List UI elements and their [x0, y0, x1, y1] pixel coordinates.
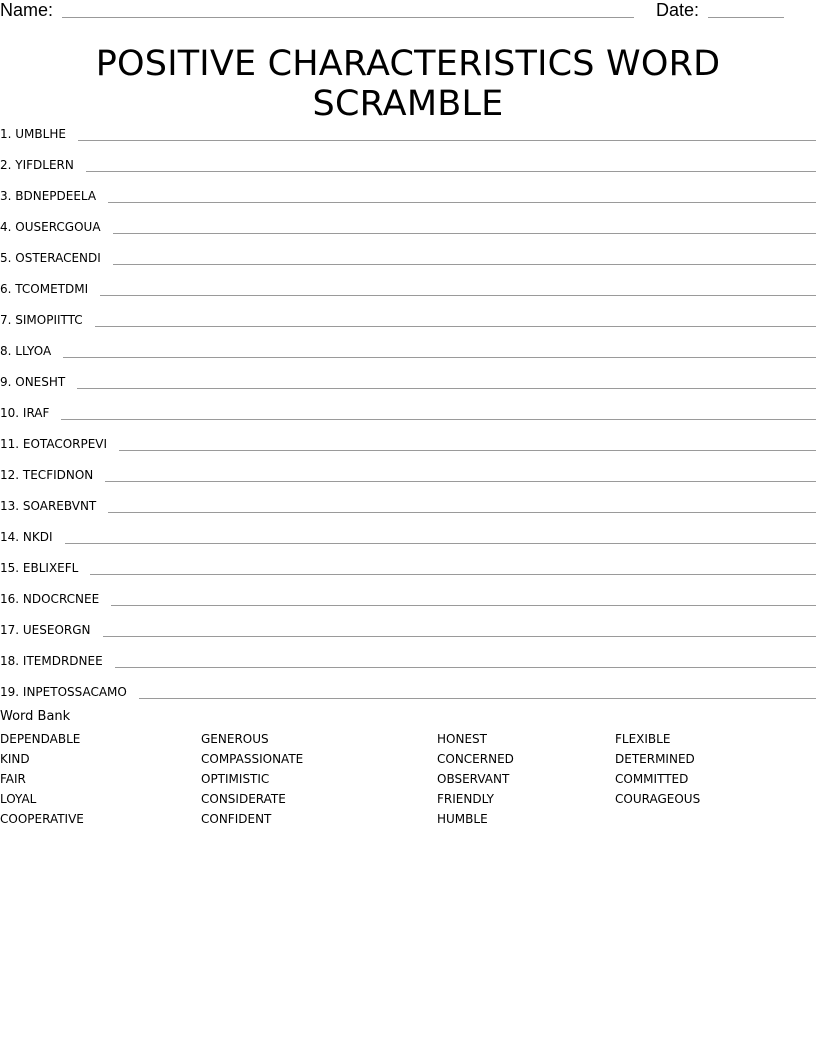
word-bank-column — [201, 729, 303, 829]
scrambled-word: 3. BDNEPDEELA — [0, 189, 97, 203]
scrambled-word: 14. NKDI — [0, 530, 53, 544]
puzzle-row — [0, 360, 816, 391]
word-bank-column — [437, 729, 514, 829]
word-bank-item: OBSERVANT — [437, 772, 510, 786]
puzzle-row — [0, 515, 816, 546]
scrambled-word: 17. UESEORGN — [0, 623, 91, 637]
word-bank-item: COMMITTED — [615, 772, 689, 786]
word-bank-item: CONFIDENT — [201, 812, 272, 826]
puzzle-row — [0, 577, 816, 608]
puzzle-row — [0, 422, 816, 453]
word-bank-item: COMPASSIONATE — [201, 752, 304, 766]
puzzle-row — [0, 639, 816, 670]
puzzle-row — [0, 391, 816, 422]
answer-line[interactable] — [100, 279, 816, 296]
answer-line[interactable] — [77, 372, 816, 389]
word-bank-item: CONSIDERATE — [201, 792, 286, 806]
puzzle-row — [0, 484, 816, 515]
answer-line[interactable] — [105, 465, 816, 482]
scrambled-word: 13. SOAREBVNT — [0, 499, 97, 513]
answer-line[interactable] — [95, 310, 816, 327]
puzzle-row — [0, 143, 816, 174]
puzzle-row — [0, 236, 816, 267]
answer-line[interactable] — [103, 620, 816, 637]
scrambled-word: 9. ONESHT — [0, 375, 66, 389]
word-bank-item: COURAGEOUS — [615, 792, 701, 806]
scrambled-word: 2. YIFDLERN — [0, 158, 74, 172]
answer-line[interactable] — [108, 496, 816, 513]
puzzle-row — [0, 608, 816, 639]
word-bank-title: Word Bank — [0, 709, 71, 724]
scrambled-word: 1. UMBLHE — [0, 127, 66, 141]
answer-line[interactable] — [113, 248, 816, 265]
answer-line[interactable] — [111, 589, 816, 606]
puzzle-row — [0, 205, 816, 236]
answer-line[interactable] — [63, 341, 816, 358]
word-bank-columns — [0, 729, 816, 829]
word-bank-item: OPTIMISTIC — [201, 772, 270, 786]
answer-line[interactable] — [86, 155, 816, 172]
puzzle-row — [0, 329, 816, 360]
scrambled-word: 15. EBLIXEFL — [0, 561, 79, 575]
page-title: POSITIVE CHARACTERISTICS WORD SCRAMBLE — [95, 44, 721, 124]
answer-line[interactable] — [113, 217, 816, 234]
word-bank-item: CONCERNED — [437, 752, 514, 766]
puzzle-row — [0, 670, 816, 701]
word-bank-item: FAIR — [0, 772, 26, 786]
word-bank-item: DEPENDABLE — [0, 732, 81, 746]
answer-line[interactable] — [115, 651, 816, 668]
puzzle-row — [0, 267, 816, 298]
word-bank-column — [0, 729, 84, 829]
scrambled-word: 7. SIMOPIITTC — [0, 313, 83, 327]
scrambled-word: 12. TECFIDNON — [0, 468, 94, 482]
scrambled-word: 6. TCOMETDMI — [0, 282, 89, 296]
worksheet-header — [0, 0, 816, 24]
answer-line[interactable] — [78, 124, 816, 141]
scrambled-word: 11. EOTACORPEVI — [0, 437, 108, 451]
scrambled-word: 8. LLYOA — [0, 344, 52, 358]
scrambled-word: 5. OSTERACENDI — [0, 251, 101, 265]
word-bank-item: COOPERATIVE — [0, 812, 84, 826]
answer-line[interactable] — [108, 186, 816, 203]
word-bank-item: HUMBLE — [437, 812, 488, 826]
answer-line[interactable] — [90, 558, 816, 575]
puzzle-row — [0, 174, 816, 205]
puzzle-row — [0, 546, 816, 577]
puzzle-row — [0, 112, 816, 143]
word-bank-item: DETERMINED — [615, 752, 695, 766]
word-bank-item: KIND — [0, 752, 30, 766]
word-bank-item: GENEROUS — [201, 732, 269, 746]
answer-line[interactable] — [119, 434, 816, 451]
puzzle-row — [0, 298, 816, 329]
date-field-line[interactable] — [708, 17, 784, 18]
scrambled-word: 19. INPETOSSACAMO — [0, 685, 127, 699]
scrambled-word: 4. OUSERCGOUA — [0, 220, 101, 234]
answer-line[interactable] — [65, 527, 816, 544]
answer-line[interactable] — [61, 403, 816, 420]
word-bank-item: HONEST — [437, 732, 487, 746]
date-label: Date: — [656, 0, 700, 20]
name-field-line[interactable] — [62, 17, 634, 18]
word-bank — [0, 709, 816, 829]
puzzle-row — [0, 453, 816, 484]
scrambled-word: 18. ITEMDRDNEE — [0, 654, 103, 668]
answer-line[interactable] — [139, 682, 816, 699]
scrambled-word: 10. IRAF — [0, 406, 50, 420]
word-bank-item: LOYAL — [0, 792, 37, 806]
word-bank-item: FRIENDLY — [437, 792, 494, 806]
puzzle-list — [0, 112, 816, 701]
scrambled-word: 16. NDOCRCNEE — [0, 592, 100, 606]
word-bank-column — [615, 729, 700, 809]
name-label: Name: — [0, 0, 54, 20]
word-bank-item: FLEXIBLE — [615, 732, 671, 746]
